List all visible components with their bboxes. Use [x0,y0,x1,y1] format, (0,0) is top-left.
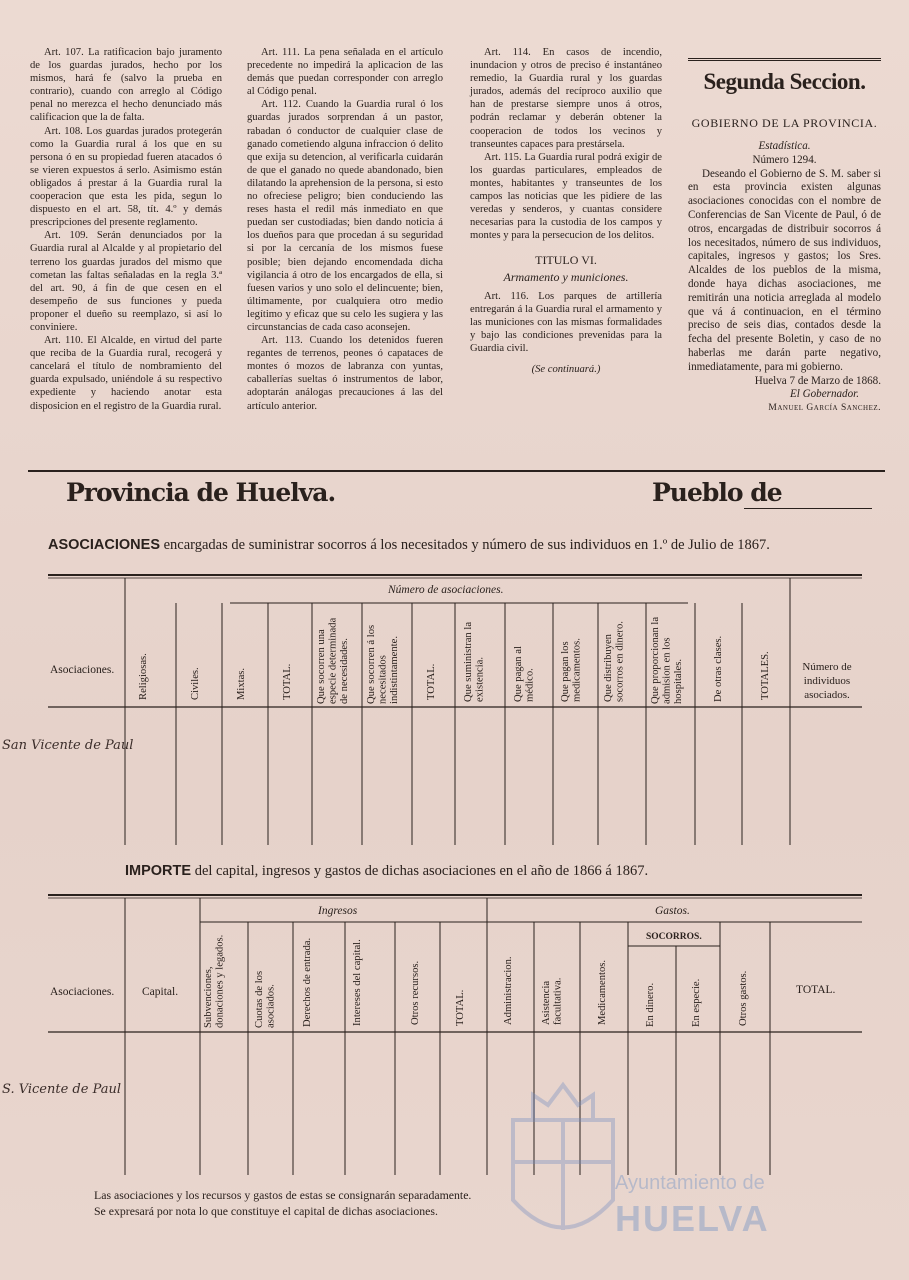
t1-col-indistintamente: Que socorren á los necesitados indistintamente. [366,624,400,704]
table1-title-rest: encargadas de suministrar socorros á los necesitados y número de sus individuos en 1.º de Julio de 1867. [160,537,770,553]
t2-col-total: TOTAL. [796,984,836,996]
table1-title-bold: ASOCIACIONES [48,537,160,553]
section-title: Segunda Seccion. [688,58,881,95]
gobernador-label: El Gobernador. [789,388,859,401]
article-109: Art. 109. Serán denunciados por la Guardia rural al Alcalde y al propietario del terreno los guardas jurados del mismo que cometan las faltas señaladas en la regla 3.ª del art. 90, á fin de que cesen en el desempeño de sus funciones y pueda proponer el dueño su reemplazo, si así lo conviniere. [30,230,222,333]
table1-group-header: Número de asociaciones. [388,584,504,596]
gobierno-heading: GOBIERNO DE LA PROVINCIA. [691,116,878,130]
article-108: Art. 108. Los guardas jurados protegerán como la Guardia rural á los que en su persona ó en su propiedad fueren atacados ó se vieren expuestos á serlo. Asimismo están obligados á prestar á la Guardia rural la cooperacion que esta les pida, segun lo dispuesto en el art. 58, tít. 4.º y demás prescripciones del presente reglamento. [30,125,222,229]
table1-row-label: Asociaciones. [50,664,115,676]
article-115: Art. 115. La Guardia rural podrá exigir de los guardas particulares, empleados de montes, habitantes y transeuntes de los campos las noticias que les pidiere de las veredas y senderos, y cuantas considere necesarias para la custodia de los campos y montes y para la persecucion de los delitos. [470,151,662,242]
t1-col-medico: Que pagan al médico. [513,646,536,702]
table2-title-rest: del capital, ingresos y gastos de dichas asociaciones en el año de 1866 á 1867. [191,863,649,879]
t1-col-otras: De otras clases. [713,635,724,702]
titulo-subheading: Armamento y municiones. [503,269,629,284]
t2-col-cuotas: Cuotas de los asociados. [254,970,277,1028]
numero-label: Número 1294. [752,153,817,166]
table2-gastos-header: Gastos. [655,905,690,917]
t1-col-dinero: Que distribuyen socorros en dinero. [603,621,626,702]
huelva-crest-watermark [503,1080,623,1260]
t1-col-medicamentos: Que pagan los medicamentos. [560,638,583,702]
table2-title-bold: IMPORTE [125,863,192,879]
article-112: Art. 112. Cuando la Guardia rural ó los guardas jurados sorprendan á un pastor, rabadan ó conductor de cualquier clase de ganado cometiendo alguna infraccion ó delito que exija su detencion, al verificarla cuidarán de que el ganado no quede abandonado, bien dilatando la aprehension de la persona, si esto no ofreciese peligro; bien conduciendo las reses hasta el redil más inmediato en que puedan ser custodiadas; bien dando noticia á los dueños para que procedan á su seguridad si por la cercanía de los mismos fuese posible; bien dejando encomendada dicha vigilancia á otro de los encargados de ella, si fuesen varios y uno solo el delincuente; bien, últimamente, por cualquiera otro medio legítimo y eficaz que su celo les sugiera y las circunstancias de cada caso aconsejen. [247,99,443,333]
t2-col-dinero: En dinero. [645,982,656,1027]
circular-body: Deseando el Gobierno de S. M. saber si en esta provincia existen algunas asociaciones conocidas con el nombre de Conferencias de San Vicente de Paul, ó de otros, encargadas de distribuir socorros á los necesitados, número de sus individuos, capitales, ingresos y gastos; los Sres. Alcaldes de los pueblos de la misma, donde haya dichas asociaciones, me remitirán una noticia arreglada al modelo que vá á continuacion, en el término preciso de seis dias, contados desde la fecha del presente Boletin, y caso de no haberlas me darán parte negativo, inmediatamente, para mi gobierno. [688,167,881,373]
t1-col-civiles: Civiles. [190,667,201,700]
t2-col-administracion: Administracion. [503,956,514,1025]
table2-row-label: Asociaciones. [50,986,115,998]
watermark-line2: HUELVA [615,1198,770,1239]
article-116: Art. 116. Los parques de artillería entregarán á la Guardia rural el armamento y las municiones con las mismas formalidades y bajo las condiciones prevenidas para la Guardia civil. [470,290,662,354]
t1-col-hospitales: Que proporcionan la admision en los hospitales. [650,616,684,704]
table2-ingresos-header: Ingresos [318,905,358,917]
table2-socorros-header: SOCORROS. [646,932,702,942]
footnote-2: Se expresará por nota lo que constituye el capital de dichas asociaciones. [94,1203,438,1218]
watermark-line1: Ayuntamiento de [615,1172,765,1194]
footnote-1: Las asociaciones y los recursos y gastos de estas se consignarán separadamente. [94,1188,472,1202]
t2-col-intereses: Intereses del capital. [352,939,363,1026]
table-footnotes [94,1188,471,1219]
provincia-heading: Provincia de Huelva. [66,478,336,507]
t1-col-total-2: TOTAL. [426,663,437,700]
table1-handwritten-entry: San Vicente de Paul [2,738,134,753]
article-113: Art. 113. Cuando los detenidos fueren regantes de terrenos, peones ó capataces de montes ó mozos de labranza con yuntas, caballerías sueltas ó instrumentos de labor, adoptarán análogas precauciones á las del artículo anterior. [247,335,443,412]
estadistica-label: Estadística. [758,140,811,152]
t2-col-especie: En especie. [691,978,702,1027]
t2-col-asistencia: Asistencia facultativa. [541,977,564,1025]
t2-col-otros-gastos: Otros gastos. [738,970,749,1026]
pueblo-heading: Pueblo de [652,478,782,507]
article-114: Art. 114. En casos de incendio, inundacion y otros de preciso é instantáneo remedio, la Guardia rural y los guardas jurados, además del recíproco auxilio que han de prestarse siempre unos á otros, podrán reclamar y deberán obtener la cooperacion de todos los vecinos y transeuntes capaces para prestársela. [470,47,662,150]
table2-handwritten-entry: S. Vicente de Paul [2,1082,122,1097]
t2-col-medicamentos: Medicamentos. [597,959,608,1025]
t1-col-religiosas: Religiosas. [138,653,149,700]
t1-col-total-1: TOTAL. [282,663,293,700]
t1-col-totales: TOTALES. [760,651,771,700]
circular-date: Huelva 7 de Marzo de 1868. [754,374,881,387]
table2-capital-col: Capital. [142,986,179,998]
article-111: Art. 111. La pena señalada en el artículo precedente no impedirá la aplicacion de las demás que puedan corresponder con arreglo al Código penal. [247,47,443,98]
t2-col-otros-recursos: Otros recursos. [410,960,421,1025]
continuation-note: (Se continuará.) [531,364,601,376]
t1-col-individuos: Número de individuos asociados. [802,661,852,701]
t2-col-total-ingresos: TOTAL. [455,989,466,1026]
table2-title [125,863,825,880]
article-107: Art. 107. La ratificacion bajo juramento de los guardas jurados, hecho por los mismos, hará fe (salvo la prueba en contrario), cuando con arreglo al Código penal no merezca el hecho denunciado más calificacion que la de falta. [30,47,222,124]
gobernador-signature: Manuel García Sanchez. [768,403,881,414]
t1-col-especie: Que socorren una especie determinada de necesidades. [316,617,350,704]
titulo-heading: TITULO VI. [535,253,597,268]
t1-col-existencia: Que suministran la existencia. [463,621,486,702]
article-110: Art. 110. El Alcalde, en virtud del parte que reciba de la Guardia rural, recogerá y cancelará el título de nombramiento del guarda expulsado, uniéndole á su respectivo expediente y haciendo anotar esta disposicion en el registro de la Guardia rural. [30,335,222,412]
t2-col-derechos: Derechos de entrada. [302,937,313,1027]
t2-col-subvenciones: Subvenciones, donaciones y legados. [203,934,226,1028]
t1-col-mixtas: Mixtas. [236,667,247,700]
